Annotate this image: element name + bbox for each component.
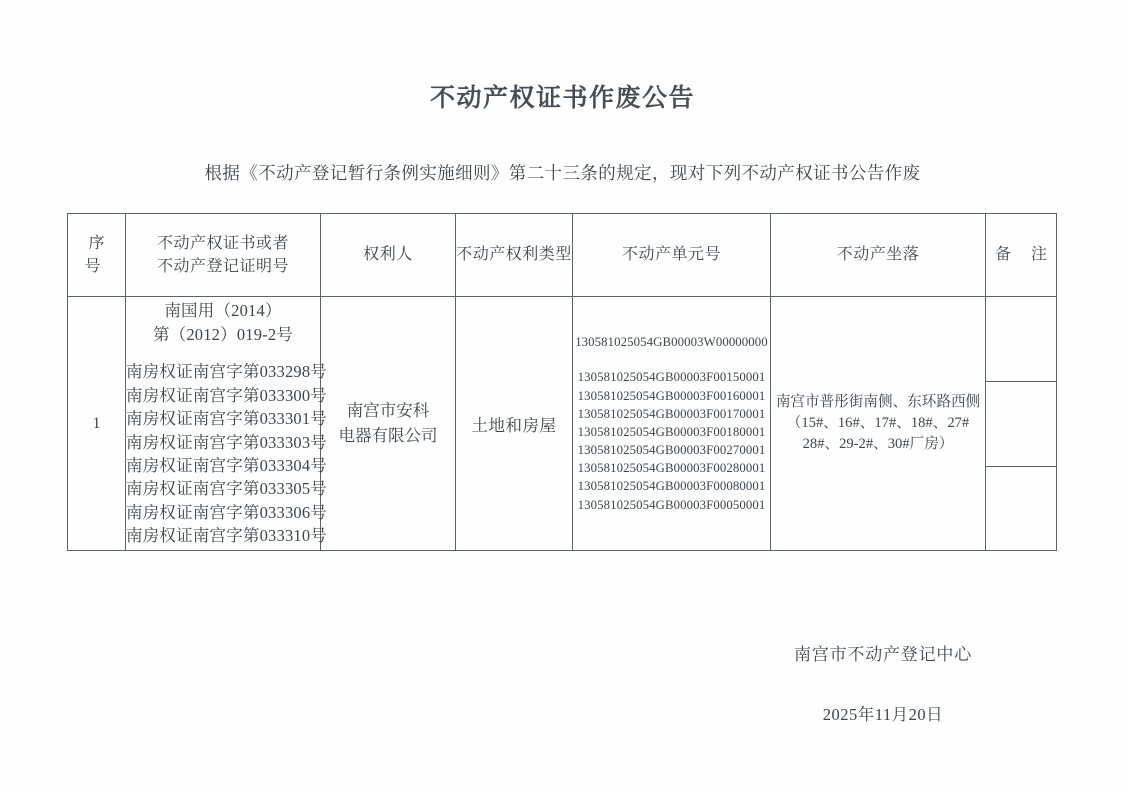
cell-certificate-numbers: [126, 297, 327, 551]
cell-location: [771, 297, 986, 551]
issuing-organization: 南宫市不动产登记中心: [794, 645, 972, 664]
note-subcell: [986, 297, 1056, 382]
notice-table: [67, 213, 1057, 551]
certificate-list-item: 南房权证南宫字第033303号: [126, 432, 327, 452]
certificate-list-item: 南房权证南宫字第033310号: [126, 526, 327, 546]
header-seq-label: 序 号: [84, 234, 113, 275]
location-block: [771, 392, 985, 455]
row-sequence-number: 1: [92, 414, 101, 432]
table-body: [68, 297, 1057, 551]
table-header: [68, 214, 1057, 297]
certificate-head-line: 南国用（2014）: [164, 301, 282, 321]
certificate-number-block: [126, 299, 327, 547]
cell-owner: [321, 297, 456, 551]
certificate-head-group: [126, 299, 320, 346]
header-unit-no: 不动产单元号: [573, 214, 771, 297]
issue-date: 2025年11月20日: [822, 705, 944, 724]
header-right-type: 不动产权利类型: [456, 214, 573, 297]
header-note-label: 备 注: [994, 246, 1055, 264]
certificate-list-item: 南房权证南宫字第033300号: [126, 385, 327, 405]
note-subcell: [986, 467, 1056, 550]
header-location: 不动产坐落: [771, 214, 986, 297]
right-type-value: 土地和房屋: [471, 415, 557, 435]
header-note: [986, 214, 1057, 297]
certificate-list-item: 南房权证南宫字第033301号: [126, 409, 327, 429]
certificate-list-item: 南房权证南宫字第033306号: [126, 502, 327, 522]
header-row: [68, 214, 1057, 297]
certificate-head-line: 第（2012）019-2号: [152, 324, 294, 344]
unit-number-block: [573, 333, 770, 513]
header-owner: 权利人: [321, 214, 456, 297]
owner-name-line: 电器有限公司: [338, 425, 438, 445]
cell-seq: [68, 297, 126, 551]
header-certificate-line2: 不动产登记证明号: [156, 258, 289, 275]
owner-name: [321, 399, 455, 449]
note-subcell: [986, 382, 1056, 467]
unit-number-item: 130581025054GB00003F00180001: [577, 424, 766, 439]
unit-number-item: 130581025054GB00003F00170001: [577, 406, 766, 421]
certificate-list-item: 南房权证南宫字第033305号: [126, 479, 327, 499]
unit-number-list: [573, 368, 770, 513]
location-line: 28#、29-2#、30#厂房）: [802, 436, 954, 453]
header-certificate-line1: 不动产权证书或者: [156, 234, 289, 252]
document-footer: [763, 640, 1003, 725]
document-subtitle: 根据《不动产登记暂行条例实施细则》第二十三条的规定，现对下列不动产权证书公告作废: [204, 163, 921, 183]
certificate-list-item: 南房权证南宫字第033298号: [126, 362, 327, 382]
location-line: 南宫市普彤街南侧、东环路西侧: [775, 393, 981, 410]
location-line: （15#、16#、17#、18#、27#: [786, 414, 970, 431]
cell-right-type: [456, 297, 573, 551]
note-subcell-stack: [986, 297, 1056, 550]
owner-name-line: 南宫市安科: [346, 400, 430, 420]
header-seq: [68, 214, 126, 297]
page-title: 不动产权证书作废公告: [429, 84, 695, 112]
unit-number-item: 130581025054GB00003F00160001: [577, 388, 766, 403]
cell-note: [986, 297, 1057, 551]
cell-unit-numbers: [573, 297, 771, 551]
notice-table-wrapper: [67, 213, 1056, 551]
unit-number-item: 130581025054GB00003F00270001: [577, 443, 766, 458]
unit-number-item: 130581025054GB00003F00150001: [577, 370, 766, 385]
table-row: [68, 297, 1057, 551]
unit-number-item: 130581025054GB00003F00280001: [577, 461, 766, 476]
certificate-list: [126, 360, 327, 547]
unit-number-item: 130581025054GB00003F00050001: [577, 497, 766, 512]
header-certificate-no: [126, 214, 321, 297]
certificate-list-item: 南房权证南宫字第033304号: [126, 455, 327, 475]
unit-number-primary: 130581025054GB00003W00000000: [575, 335, 768, 350]
unit-number-item: 130581025054GB00003F00080001: [577, 479, 766, 494]
